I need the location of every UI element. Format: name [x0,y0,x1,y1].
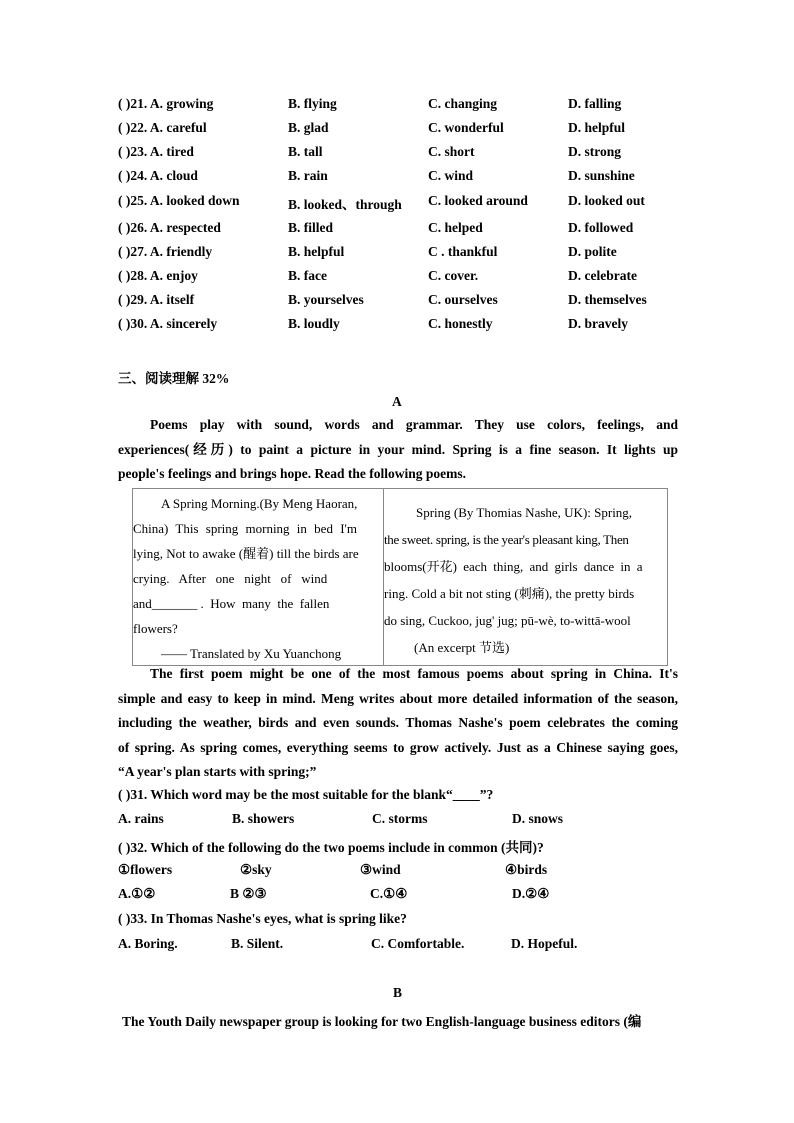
body-line: “A year's plan starts with spring;” [118,764,317,779]
option-c: C. wind [428,168,474,183]
question-row [118,96,698,116]
poem-right-cell [384,499,667,661]
poem-left-line: flowers? [133,621,178,636]
option-d: D. polite [568,244,617,259]
option-d: D. helpful [568,120,626,135]
question-row [118,193,698,213]
option-c: C. ourselves [428,292,498,307]
question-number-option-a: ( )29. A. itself [118,292,195,307]
poem-excerpt-note: (An excerpt 节选) [414,640,510,655]
q31-option-c: C. storms [372,811,428,826]
option-b: B. tall [288,144,323,159]
poem-translator: —— Translated by Xu Yuanchong [161,646,342,661]
question-row [118,244,698,264]
option-c: C. wonderful [428,120,504,135]
question-number-option-a: ( )22. A. careful [118,120,207,135]
question-33: ( )33. In Thomas Nashe's eyes, what is spring like? [118,911,407,926]
option-c: C. honestly [428,316,493,331]
poem-left-line: crying. After one night of wind [133,571,328,586]
poem-left-line: A Spring Morning.(By Meng Haoran, [161,496,358,511]
question-row [118,268,698,288]
question-number-option-a: ( )23. A. tired [118,144,194,159]
option-d: D. sunshine [568,168,635,183]
option-d: D. falling [568,96,622,111]
intro-line: experiences(经历) to paint a picture in your mind. Spring is a fine season. It lights up [118,441,678,457]
q32-item-2: ②sky [240,862,272,877]
q32-item-4: ④birds [505,862,548,877]
option-c: C. short [428,144,475,159]
poem-right-line: blooms(开花) each thing, and girls dance in a [384,559,643,574]
q33-option-a: A. Boring. [118,936,178,951]
poem-left-cell [133,491,383,666]
option-b: B. filled [288,220,334,235]
q33-option-b: B. Silent. [231,936,284,951]
option-b: B. flying [288,96,337,111]
question-row [118,144,698,164]
q32-option-d: D.②④ [512,886,550,901]
option-d: D. looked out [568,193,645,208]
poem-right-line: the sweet. spring, is the year's pleasant king, Then [384,532,629,547]
option-d: D. celebrate [568,268,637,283]
poem-right-line: Spring (By Thomias Nashe, UK): Spring, [416,505,633,520]
q32-item-1: ①flowers [118,862,173,877]
question-row [118,316,698,336]
question-number-option-a: ( )30. A. sincerely [118,316,218,331]
section-heading: 三、阅读理解 32% [118,371,230,386]
option-c: C. helped [428,220,483,235]
question-number-option-a: ( )28. A. enjoy [118,268,198,283]
poem-right-line: ring. Cold a bit not sting (刺痛), the pretty birds [384,586,635,601]
poem-left-line: China) This spring morning in bed I'm [133,521,357,536]
body-line: including the weather, birds and even sounds. Thomas Nashe's poem celebrates the coming [118,715,678,730]
question-number-option-a: ( )26. A. respected [118,220,221,235]
body-line: of spring. As spring comes, everything seems to grow actively. Just as a Chinese saying goes, [118,739,678,755]
option-b: B. face [288,268,327,283]
option-b: B. looked、through [288,197,402,212]
q33-option-d: D. Hopeful. [511,936,578,951]
passage-b-first-line: The Youth Daily newspaper group is looking for two English-language business editors (编 [122,1014,642,1029]
option-d: D. followed [568,220,634,235]
q32-option-b: B ②③ [230,886,267,901]
option-c: C. looked around [428,193,528,208]
question-row [118,168,698,188]
q31-option-a: A. rains [118,811,164,826]
question-number-option-a: ( )21. A. growing [118,96,214,111]
poem-left-line: lying, Not to awake (醒着) till the birds are [133,546,359,561]
passage-a-intro [118,413,678,487]
option-c: C. cover. [428,268,479,283]
option-b: B. glad [288,120,329,135]
option-c: C . thankful [428,244,498,259]
option-b: B. rain [288,168,328,183]
question-32: ( )32. Which of the following do the two poems include in common (共同)? [118,840,544,855]
question-row [118,120,698,140]
poem-right-line: do sing, Cuckoo, jug' jug; pū-wè, to-wittā-wool [384,613,631,628]
option-b: B. yourselves [288,292,364,307]
question-number-option-a: ( )25. A. looked down [118,193,240,208]
body-line: The first poem might be one of the most famous poems about spring in China. It's [150,666,678,681]
q33-option-c: C. Comfortable. [371,936,465,951]
option-d: D. bravely [568,316,628,331]
poem-table [132,488,668,666]
body-line: simple and easy to keep in mind. Meng writes about more detailed information of the season, [118,690,678,706]
option-b: B. helpful [288,244,345,259]
passage-a-letter: A [392,394,402,409]
question-31: ( )31. Which word may be the most suitable for the blank“____”? [118,787,494,802]
q32-option-a: A.①② [118,886,156,901]
option-c: C. changing [428,96,498,111]
q31-option-b: B. showers [232,811,295,826]
passage-b-letter: B [393,985,403,1000]
passage-a-body [118,662,678,785]
intro-line: people's feelings and brings hope. Read the following poems. [118,466,467,481]
intro-line: Poems play with sound, words and grammar. They use colors, feelings, and [150,417,678,432]
option-d: D. themselves [568,292,647,307]
question-row [118,220,698,240]
question-number-option-a: ( )24. A. cloud [118,168,198,183]
poem-left-line: and_______ . How many the fallen [133,596,330,611]
question-row [118,292,698,312]
option-d: D. strong [568,144,622,159]
option-b: B. loudly [288,316,340,331]
q32-option-c: C.①④ [370,886,408,901]
q32-item-3: ③wind [360,862,401,877]
q31-option-d: D. snows [512,811,564,826]
question-number-option-a: ( )27. A. friendly [118,244,213,259]
